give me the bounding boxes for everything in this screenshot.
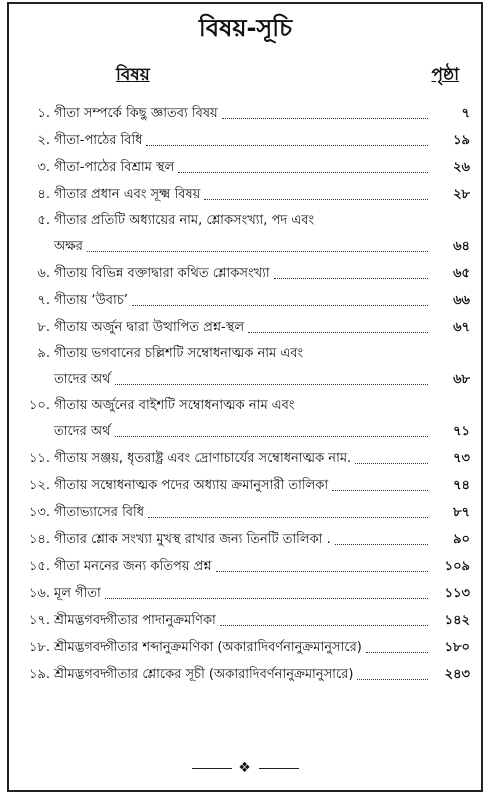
- toc-entry: [22, 206, 470, 258]
- entry-number: ১৩.: [28, 505, 50, 520]
- toc-entry: [22, 497, 470, 524]
- entry-title: গীতা সম্পর্কে কিছু জ্ঞাতব্য বিষয়: [54, 106, 218, 121]
- entry-title: গীতাভ্যাসের বিধি: [54, 505, 145, 520]
- entry-number: ১৮.: [28, 640, 50, 655]
- entry-page-number: ১০৯: [444, 559, 470, 574]
- leader-dots: [115, 384, 428, 385]
- entry-page-number: ৭১: [453, 424, 470, 439]
- entry-page-number: ৬৫: [453, 266, 470, 281]
- leader-dots: [87, 251, 428, 252]
- entry-number: ৮.: [37, 320, 50, 335]
- entry-title: গীতায় ‘উবাচ’: [54, 293, 128, 308]
- entry-number: ১৪.: [28, 532, 50, 547]
- leader-dots: [366, 652, 428, 653]
- entry-title-continued: তাদের অর্থ: [54, 372, 111, 387]
- leader-dots: [115, 436, 428, 437]
- entry-title: শ্রীমদ্ভগবদ্গীতার শ্লোকের সূচী (অকারাদিবর্ণনানুক্রমানুসারে): [54, 667, 354, 682]
- toc-entry: [22, 258, 470, 285]
- toc-entry: [22, 632, 470, 659]
- entry-number: ১৫.: [28, 559, 50, 574]
- toc-entry: [22, 285, 470, 312]
- entry-page-number: ৭৩: [453, 451, 470, 466]
- toc-entry: [22, 339, 470, 391]
- entry-page-number: ৭: [461, 106, 470, 121]
- entry-title: শ্রীমদ্ভগবদ্গীতার শব্দানুক্রমণিকা (অকারাদিবর্ণনানুক্রমানুসারে): [54, 640, 362, 655]
- entry-page-number: ২৮: [453, 187, 470, 202]
- entry-number: ২.: [37, 133, 50, 148]
- leader-dots: [132, 305, 428, 306]
- entry-number: ৪.: [37, 187, 50, 202]
- entry-page-number: ৭৪: [453, 478, 470, 493]
- entry-number: ৫.: [37, 213, 50, 228]
- entry-title: গীতায় সঞ্জয়, ধৃতরাষ্ট্র এবং দ্রোণাচার্যের সম্বোধনাত্মক নাম.: [54, 451, 352, 466]
- entry-number: ১২.: [28, 478, 50, 493]
- entry-title: গীতায় অর্জুন দ্বারা উত্থাপিত প্রশ্ন-স্থল: [54, 320, 245, 335]
- entry-page-number: ১৯: [453, 133, 470, 148]
- entry-number: ৯.: [37, 346, 50, 361]
- entry-number: ১০.: [28, 398, 50, 413]
- leader-dots: [222, 118, 428, 119]
- leader-dots: [178, 172, 428, 173]
- entry-page-number: ৯০: [453, 532, 470, 547]
- table-of-contents: [22, 98, 470, 686]
- toc-entry: [22, 391, 470, 443]
- leader-dots: [148, 517, 428, 518]
- leader-dots: [220, 625, 428, 626]
- toc-entry: [22, 659, 470, 686]
- toc-entry: [22, 312, 470, 339]
- leader-dots: [274, 278, 428, 279]
- entry-title: গীতায় বিভিন্ন বক্তাদ্বারা কথিত শ্লোকসংখ্যা: [54, 266, 270, 281]
- leader-dots: [335, 544, 428, 545]
- entry-page-number: ৬৮: [453, 372, 470, 387]
- entry-title: গীতায় সম্বোধনাত্মক পদের অধ্যায় ক্রমানুসারী তালিকা: [54, 478, 329, 493]
- toc-entry: [22, 524, 470, 551]
- decorative-ornament: ❖: [0, 760, 491, 776]
- entry-title: গীতা-পাঠের বিধি: [54, 133, 143, 148]
- leader-dots: [204, 199, 428, 200]
- entry-title: গীতা মননের জন্য কতিপয় প্রশ্ন: [54, 559, 212, 574]
- leader-dots: [357, 679, 428, 680]
- entry-page-number: ১৮০: [444, 640, 470, 655]
- entry-title: গীতার প্রধান এবং সূক্ষ্ম বিষয়: [54, 187, 201, 202]
- entry-number: ৬.: [37, 266, 50, 281]
- toc-entry: [22, 125, 470, 152]
- leader-dots: [146, 145, 428, 146]
- toc-entry: [22, 443, 470, 470]
- entry-title: গীতায় অর্জুনের বাইশটি সম্বোধনাত্মক নাম এবং: [54, 398, 295, 413]
- entry-number: ৭.: [37, 293, 50, 308]
- page-title: বিষয়-সূচি: [198, 14, 293, 42]
- entry-title-continued: তাদের অর্থ: [54, 424, 111, 439]
- entry-page-number: ১৪২: [444, 613, 470, 628]
- page-column-header: পৃষ্ঠা: [431, 65, 459, 85]
- entry-page-number: ৬৪: [453, 239, 470, 254]
- leader-dots: [248, 332, 428, 333]
- leader-dots: [216, 571, 428, 572]
- entry-number: ১.: [37, 106, 50, 121]
- entry-title: গীতা-পাঠের বিশ্রাম স্থল: [54, 160, 175, 175]
- toc-entry: [22, 98, 470, 125]
- toc-entry: [22, 578, 470, 605]
- entry-title: মূল গীতা: [54, 586, 101, 601]
- entry-page-number: ২৪৩: [444, 667, 470, 682]
- leader-dots: [105, 598, 428, 599]
- entry-page-number: ১১৩: [444, 586, 470, 601]
- toc-entry: [22, 470, 470, 497]
- entry-page-number: ৬৭: [453, 320, 470, 335]
- entry-title: গীতার শ্লোক সংখ্যা মুখস্থ রাখার জন্য তিনটি তালিকা .: [54, 532, 331, 547]
- entry-title: গীতার প্রতিটি অধ্যায়ের নাম, শ্লোকসংখ্যা, পদ এবং: [54, 213, 315, 228]
- entry-number: ১৭.: [28, 613, 50, 628]
- toc-entry: [22, 551, 470, 578]
- entry-page-number: ২৬: [453, 160, 470, 175]
- leader-dots: [355, 463, 428, 464]
- toc-entry: [22, 179, 470, 206]
- leader-dots: [332, 490, 428, 491]
- entry-title: গীতায় ভগবানের চল্লিশটি সম্বোধনাত্মক নাম এবং: [54, 346, 304, 361]
- toc-entry: [22, 152, 470, 179]
- entry-page-number: ৮৭: [453, 505, 470, 520]
- entry-title: শ্রীমদ্ভগবদ্গীতার পাদানুক্রমণিকা: [54, 613, 216, 628]
- entry-number: ১৯.: [28, 667, 50, 682]
- entry-number: ১১.: [28, 451, 50, 466]
- entry-number: ৩.: [37, 160, 50, 175]
- entry-page-number: ৬৬: [453, 293, 470, 308]
- subject-column-header: বিষয়: [116, 65, 150, 85]
- entry-number: ১৬.: [28, 586, 50, 601]
- entry-title-continued: অক্ষর: [54, 239, 83, 254]
- toc-entry: [22, 605, 470, 632]
